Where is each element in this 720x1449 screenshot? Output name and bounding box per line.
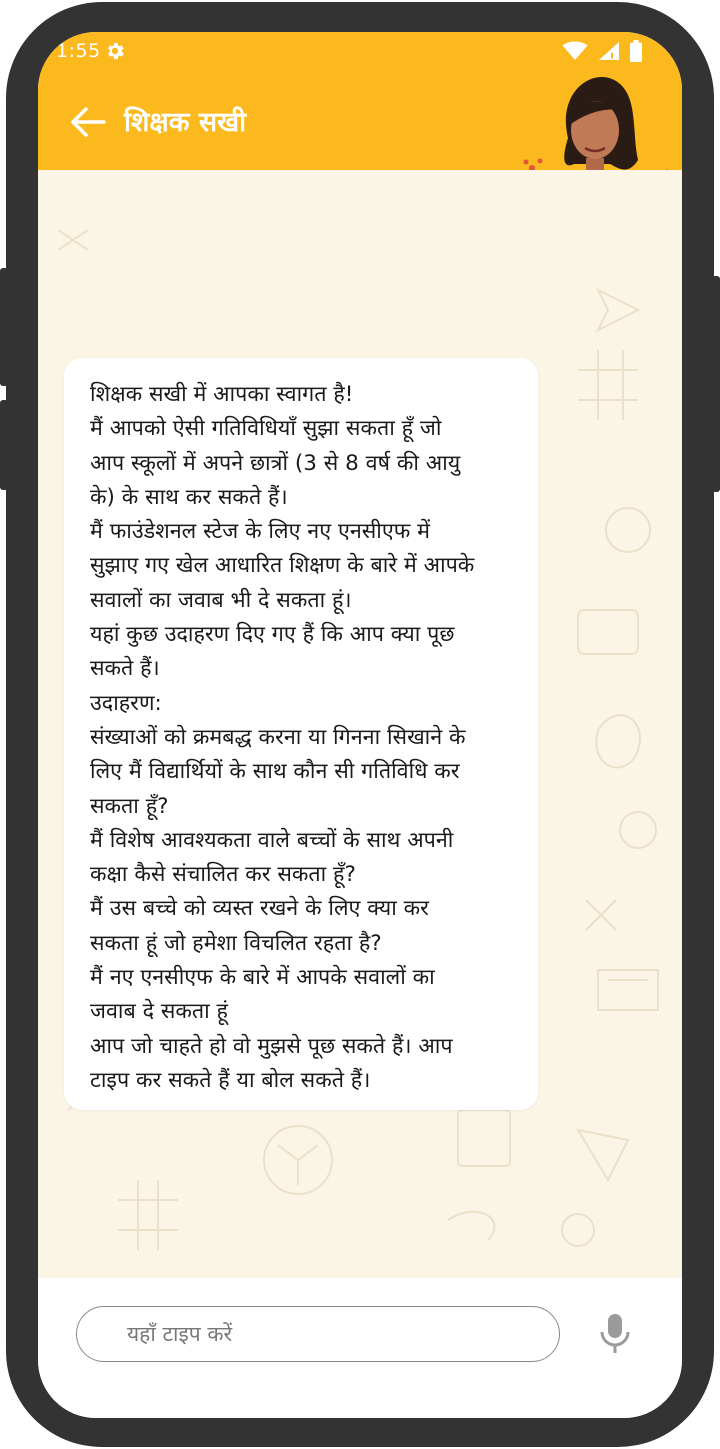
message-line: जवाब दे सकता हूं xyxy=(90,999,228,1025)
battery-icon xyxy=(630,40,642,62)
wifi-icon xyxy=(562,41,588,61)
message-line: मैं विशेष आवश्यकता वाले बच्चों के साथ अपनी xyxy=(90,827,454,853)
message-line: लिए मैं विद्यार्थियों के साथ कौन सी गतिविधि कर xyxy=(90,759,460,785)
arrow-left-icon xyxy=(73,109,104,135)
chat-area[interactable] xyxy=(38,170,682,1278)
message-line: कक्षा कैसे संचालित कर सकता हूँ? xyxy=(90,862,356,888)
message-line: सकते हैं। xyxy=(90,656,160,682)
message-line: आप स्कूलों में अपने छात्रों (3 से 8 वर्ष की आयु xyxy=(90,450,461,476)
message-line: संख्याओं को क्रमबद्ध करना या गिनना सिखाने के xyxy=(90,724,466,750)
volume-up-button xyxy=(0,268,8,386)
message-line: यहां कुछ उदाहरण दिए गए हैं कि आप क्या पूछ xyxy=(90,622,455,648)
message-line: उदाहरण: xyxy=(90,690,162,716)
app-header xyxy=(38,32,682,170)
message-line: सवालों का जवाब भी दे सकता हूं। xyxy=(90,587,352,613)
gear-icon xyxy=(104,40,126,62)
message-line: मैं उस बच्चे को व्यस्त रखने के लिए क्या कर xyxy=(90,896,429,922)
status-time: 1:55 xyxy=(56,40,101,62)
microphone-icon xyxy=(602,1314,628,1353)
back-button[interactable] xyxy=(68,104,108,140)
message-line: आप जो चाहते हो वो मुझसे पूछ सकते हैं। आप xyxy=(90,1033,453,1059)
volume-down-button xyxy=(0,400,8,490)
signal-icon xyxy=(598,41,620,61)
message-line: सकता हूं जो हमेशा विचलित रहता है? xyxy=(90,930,382,956)
input-bar xyxy=(38,1278,682,1418)
message-line: मैं आपको ऐसी गतिविधियाँ सुझा सकता हूँ जो xyxy=(90,416,442,442)
message-line: टाइप कर सकते हैं या बोल सकते हैं। xyxy=(90,1067,371,1093)
message-line: सुझाए गए खेल आधारित शिक्षण के बारे में आपके xyxy=(90,553,475,579)
message-line: सकता हूँ? xyxy=(90,793,169,819)
message-line: मैं नए एनसीएफ के बारे में आपके सवालों का xyxy=(90,965,435,991)
message-input[interactable] xyxy=(76,1306,560,1362)
message-line: के) के साथ कर सकते हैं। xyxy=(90,484,288,510)
phone-screen xyxy=(38,32,682,1418)
message-line: मैं फाउंडेशनल स्टेज के लिए नए एनसीएफ में xyxy=(90,519,431,545)
message-line: शिक्षक सखी में आपका स्वागत है! xyxy=(90,382,354,407)
page-title: शिक्षक सखी xyxy=(124,107,247,138)
welcome-message-bubble xyxy=(64,358,538,1110)
status-icons xyxy=(562,40,642,62)
power-button xyxy=(712,276,720,492)
mic-button[interactable] xyxy=(598,1312,632,1356)
